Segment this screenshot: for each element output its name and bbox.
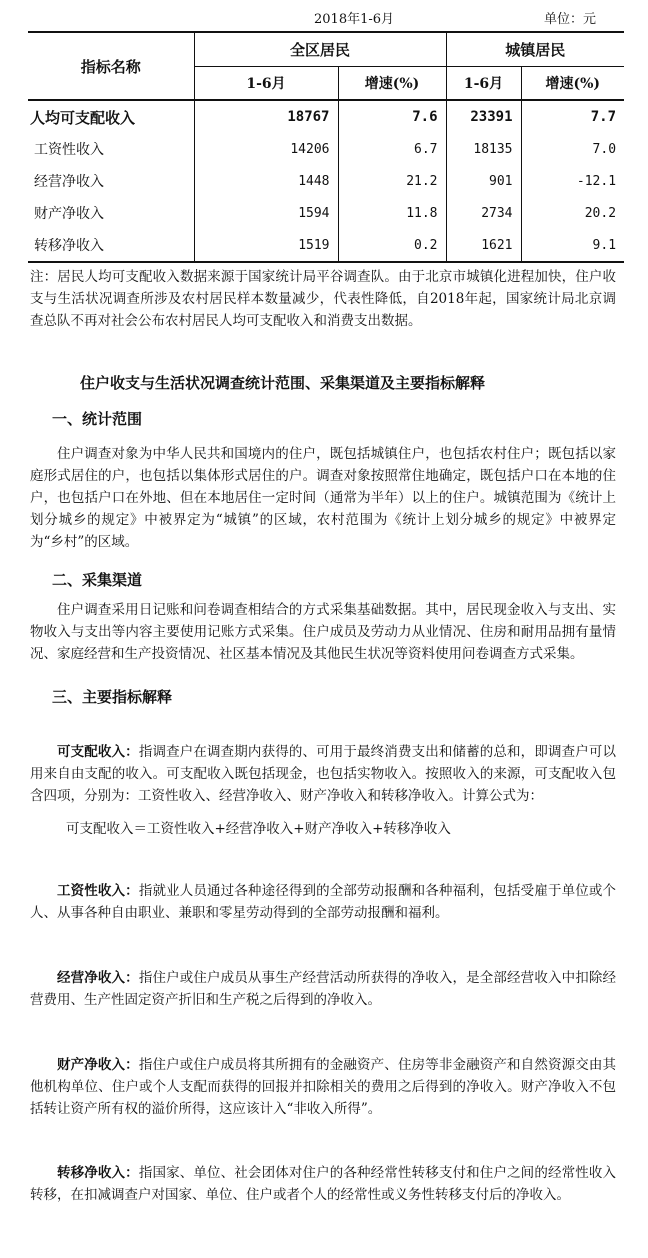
definition-term: 财产净收入： [57,1057,139,1073]
table-row [28,100,624,133]
row-label: 转移净收入 [28,229,194,262]
cell-value: 11.8 [338,197,446,229]
definition-term: 工资性收入： [57,883,139,899]
definition-text: 指国家、单位、社会团体对住户的各种经常性转移支付和住户之间的经常性收入转移，在扣减调查户对国家、单位、住户或者个人的经常性或义务性转移支付后的净收入。 [30,1165,617,1203]
definition-term: 可支配收入： [57,744,139,760]
section-title: 住户收支与生活状况调查统计范围、采集渠道及主要指标解释 [80,374,486,392]
cell-value: 1594 [194,197,338,229]
row-label: 财产净收入 [34,206,104,222]
income-table [28,31,624,263]
table-row [28,197,624,229]
definition-property-income [30,1054,616,1120]
column-group-all: 全区居民 [194,32,446,67]
column-group-urban: 城镇居民 [446,32,624,67]
report-period: 2018年1-6月 [314,12,395,27]
table-row [28,165,624,197]
definition-business-income [30,967,616,1011]
cell-value: 18767 [194,100,338,133]
row-label: 经营净收入 [34,174,104,190]
definition-term: 经营净收入： [57,970,139,986]
cell-value: 14206 [194,133,338,165]
cell-value: 6.7 [338,133,446,165]
scope-paragraph: 住户调查对象为中华人民共和国境内的住户，既包括城镇住户，也包括农村住户；既包括以家庭形式居住的户，也包括以集体形式居住的户。调查对象按照常住地确定，既包括户口在本地的住户，也包括户口在外地、但在本地居住一定时间（通常为半年）以上的住户。城镇范围为《统计上划分城乡的规定》中被界定为“城镇”的区域，农村范围为《统计上划分城乡的规定》中被界定为“乡村”的区域。 [30,446,616,550]
cell-value: 1621 [446,229,521,262]
unit-label: 单位：元 [544,12,597,27]
table-row [28,229,624,262]
cell-value: 1519 [194,229,338,262]
cell-value: 2734 [446,197,521,229]
column-header-growth: 增速(%) [338,67,446,101]
definition-transfer-income [30,1162,616,1206]
definition-wage-income [30,880,616,924]
definition-term: 转移净收入： [57,1165,139,1181]
cell-value: 0.2 [338,229,446,262]
cell-value: 7.7 [521,100,624,133]
row-label: 工资性收入 [34,142,104,158]
cell-value: 9.1 [521,229,624,262]
heading-channels: 二、采集渠道 [52,571,143,589]
definition-disposable-income [30,741,616,807]
cell-value: -12.1 [521,165,624,197]
cell-value: 20.2 [521,197,624,229]
cell-value: 7.0 [521,133,624,165]
formula-line: 可支配收入＝工资性收入+经营净收入+财产净收入+转移净收入 [66,821,451,837]
column-header-period: 1-6月 [446,67,521,101]
definition-text: 指就业人员通过各种途径得到的全部劳动报酬和各种福利，包括受雇于单位或个人、从事各种自由职业、兼职和零星劳动得到的全部劳动报酬和福利。 [30,883,617,921]
cell-value: 7.6 [338,100,446,133]
definition-text: 指住户或住户成员将其所拥有的金融资产、住房等非金融资产和自然资源交由其他机构单位、住户或个人支配而获得的回报并扣除相关的费用之后得到的净收入。财产净收入不包括转让资产所有权的溢价所得，这应该计入“非收入所得”。 [30,1057,617,1117]
cell-value: 21.2 [338,165,446,197]
cell-value: 18135 [446,133,521,165]
heading-indicators: 三、主要指标解释 [52,688,173,706]
row-label: 人均可支配收入 [30,108,136,127]
heading-scope: 一、统计范围 [52,410,143,428]
definition-text: 指住户或住户成员从事生产经营活动所获得的净收入，是全部经营收入中扣除经营费用、生产性固定资产折旧和生产税之后得到的净收入。 [30,970,617,1008]
cell-value: 1448 [194,165,338,197]
column-header-period: 1-6月 [194,67,338,101]
column-header-name: 指标名称 [28,32,194,100]
cell-value: 23391 [446,100,521,133]
cell-value: 901 [446,165,521,197]
table-note: 注：居民人均可支配收入数据来源于国家统计局平谷调查队。由于北京市城镇化进程加快，住户收支与生活状况调查所涉及农村居民样本数量减少，代表性降低，自2018年起，国家统计局北京调查总队不再对社会公布农村居民人均可支配收入和消费支出数据。 [30,269,616,329]
column-header-growth: 增速(%) [521,67,624,101]
definition-text: 指调查户在调查期内获得的、可用于最终消费支出和储蓄的总和，即调查户可以用来自由支配的收入。可支配收入既包括现金，也包括实物收入。按照收入的来源，可支配收入包含四项，分别为：工资性收入、经营净收入、财产净收入和转移净收入。计算公式为： [30,744,617,804]
table-row [28,133,624,165]
channels-paragraph: 住户调查采用日记账和问卷调查相结合的方式采集基础数据。其中，居民现金收入与支出、实物收入与支出等内容主要使用记账方式采集。住户成员及劳动力从业情况、住房和耐用品拥有量情况、家庭经营和生产投资情况、社区基本情况及其他民生状况等资料使用问卷调查方式采集。 [30,602,616,662]
